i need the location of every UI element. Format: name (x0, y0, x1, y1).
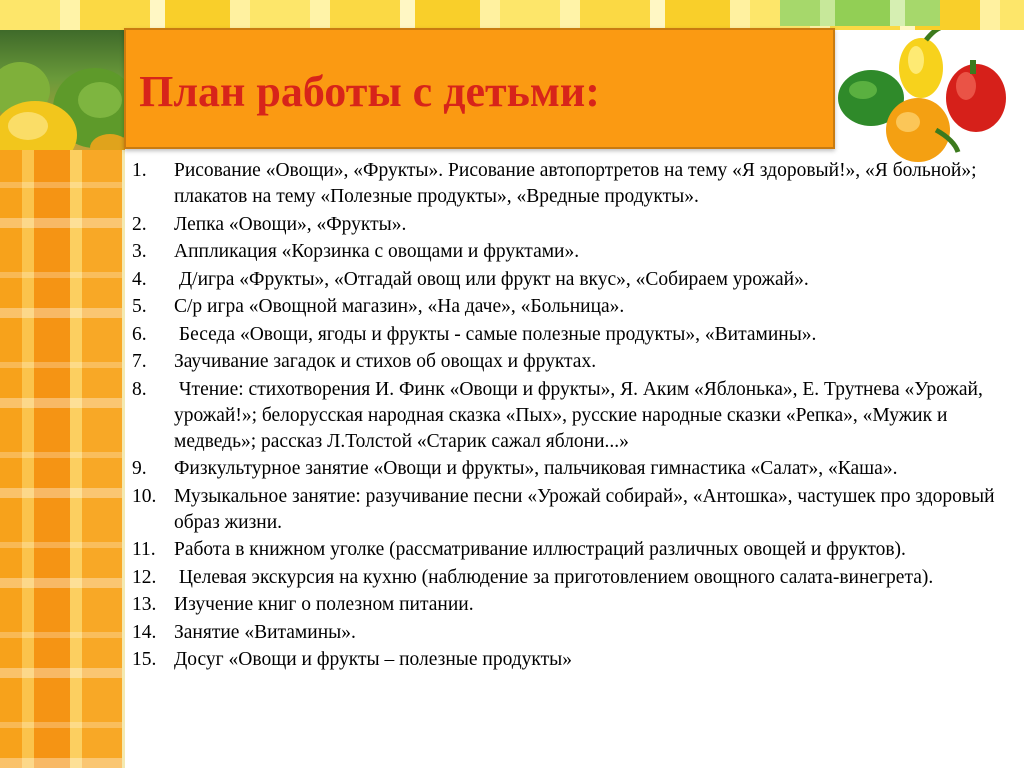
item-number: 1. (132, 160, 147, 181)
top-decor-green (780, 0, 940, 26)
item-text: Лепка «Овощи», «Фрукты». (174, 213, 407, 235)
item-text: Аппликация «Корзинка с овощами и фруктами». (174, 241, 580, 262)
list-item (132, 592, 1012, 618)
list-item (132, 212, 1012, 238)
item-number: 12. (132, 566, 157, 588)
page-title: План работы с детьми: (139, 67, 600, 116)
item-text: Чтение: стихотворения И. Финк «Овощи и фрукты», Я. Аким «Яблонька», Е. Трутнева «Урожай, урожай!»; белорусская народная сказка «Пых», русские народные сказки «Репка», «Мужик и медведь»; рассказ Л.Толстой «Старик сажал яблони...» (174, 378, 988, 452)
item-number: 3. (132, 241, 147, 262)
list-item (132, 620, 1012, 646)
item-number: 11. (132, 539, 156, 560)
item-text: Работа в книжном уголке (рассматривание иллюстраций различных овощей и фруктов). (174, 539, 906, 560)
list-item (132, 239, 1012, 265)
item-number: 10. (132, 485, 157, 507)
item-text: Д/игра «Фрукты», «Отгадай овощ или фрукт на вкус», «Собираем урожай». (174, 268, 809, 290)
item-text: Рисование «Овощи», «Фрукты». Рисование автопортретов на тему «Я здоровый!», «Я больной»; плакатов на тему «Полезные продукты», «Вредные продукты». (174, 160, 977, 207)
item-number: 9. (132, 458, 147, 479)
list-item (132, 294, 1012, 320)
item-number: 6. (132, 323, 147, 345)
item-text: Изучение книг о полезном питании. (174, 594, 474, 615)
title-box (124, 28, 835, 149)
item-number: 13. (132, 594, 157, 615)
list-item (132, 537, 1012, 563)
work-plan-list (132, 158, 1012, 675)
item-number: 7. (132, 351, 147, 372)
list-item (132, 377, 1012, 455)
pepper-image (836, 30, 1024, 170)
item-text: Заучивание загадок и стихов об овощах и фруктах. (174, 351, 597, 372)
list-item (132, 158, 1012, 210)
item-text: Музыкальное занятие: разучивание песни «Урожай собирай», «Антошка», частушек про здоровый образ жизни. (174, 485, 995, 533)
list-item (132, 456, 1012, 482)
list-item (132, 565, 1012, 591)
top-decor-band (0, 0, 1024, 30)
list-item (132, 484, 1012, 536)
item-number: 15. (132, 649, 157, 670)
list-item (132, 322, 1012, 348)
item-text: Беседа «Овощи, ягоды и фрукты - самые полезные продукты», «Витамины». (174, 323, 817, 345)
item-text: Досуг «Овощи и фрукты – полезные продукты» (174, 649, 573, 670)
item-number: 2. (132, 213, 147, 235)
item-text: Физкультурное занятие «Овощи и фрукты», пальчиковая гимнастика «Салат», «Каша». (174, 458, 898, 479)
item-text: Занятие «Витамины». (174, 621, 356, 643)
item-number: 14. (132, 621, 157, 643)
item-number: 8. (132, 378, 147, 400)
item-text: Целевая экскурсия на кухню (наблюдение за приготовлением овощного салата-винегрета). (174, 566, 934, 588)
list-item (132, 647, 1012, 673)
list-item (132, 349, 1012, 375)
left-decor-strip (0, 150, 125, 768)
item-number: 4. (132, 268, 147, 290)
item-text: С/р игра «Овощной магазин», «На даче», «Больница». (174, 296, 625, 317)
item-number: 5. (132, 296, 147, 317)
list-item (132, 267, 1012, 293)
